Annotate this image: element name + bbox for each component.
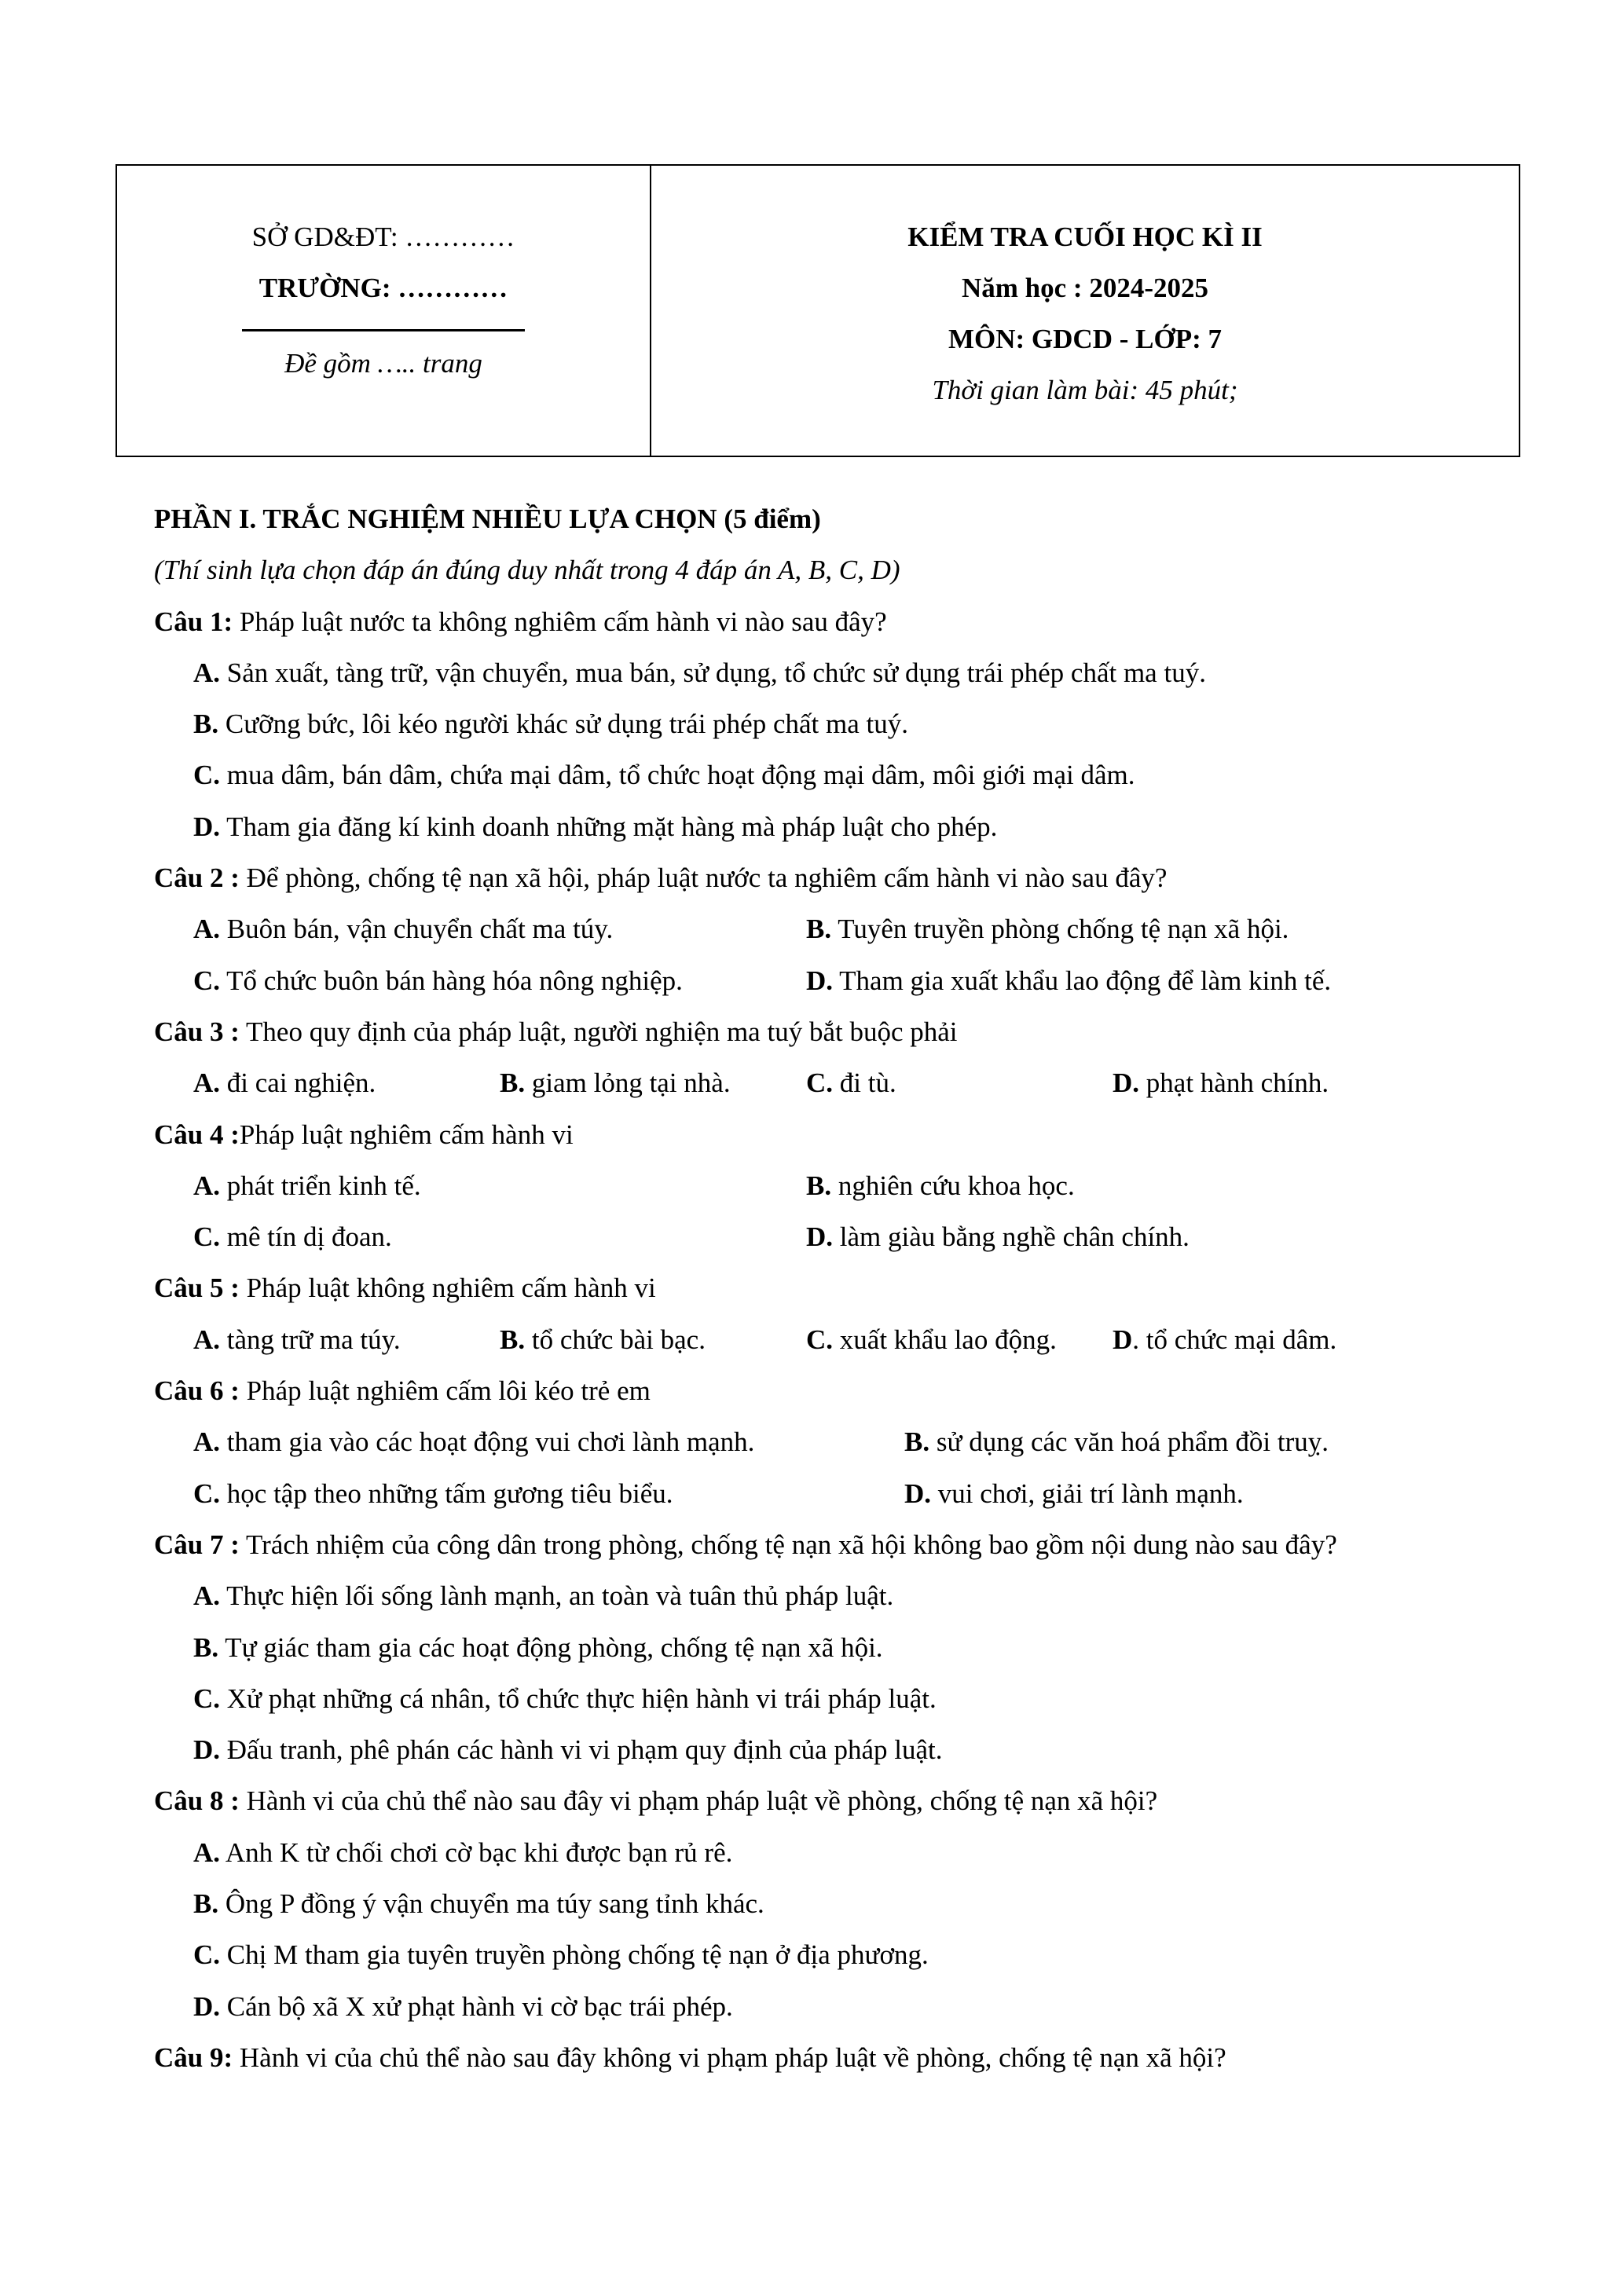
option-b [500,1067,806,1118]
option-text: Tự giác tham gia các hoạt động phòng, chống tệ nạn xã hội. [218,1631,883,1663]
question-5 [154,1272,1505,1323]
question-label: Câu 7 : [154,1529,240,1560]
option-label: B. [193,1631,219,1663]
option-label: B. [904,1426,930,1458]
option-text: tham gia vào các hoạt động vui chơi lành mạnh. [220,1426,755,1458]
question-6 [154,1375,1505,1426]
option-label: B. [193,1888,219,1920]
option-text: phát triển kinh tế. [220,1170,421,1201]
option-text: Xử phạt những cá nhân, tổ chức thực hiện hành vi trái pháp luật. [220,1683,937,1714]
option-c [193,1478,904,1529]
question-label: Câu 1: [154,606,233,637]
option-b [154,1631,1505,1683]
option-text: Đấu tranh, phê phán các hành vi vi phạm quy định của pháp luật. [220,1734,943,1766]
section-title: PHẦN I. TRẮC NGHIỆM NHIỀU LỰA CHỌN (5 điểm) [154,504,821,534]
page-count-line: Đề gồm ….. trang [284,348,482,379]
question-text: Theo quy định của pháp luật, người nghiện ma tuý bắt buộc phải [239,1016,958,1047]
question-text: Hành vi của chủ thể nào sau đây không vi phạm pháp luật về phòng, chống tệ nạn xã hội? [233,2041,1226,2073]
option-text: tàng trữ ma túy. [220,1324,401,1355]
question-label: Câu 8 : [154,1785,240,1817]
question-text: Pháp luật nghiêm cấm lôi kéo trẻ em [239,1375,651,1407]
option-row [154,965,1505,1016]
option-row [154,1426,1505,1477]
department-line: SỞ GD&ĐT: ………… [251,222,515,252]
school-line: TRƯỜNG: ………… [258,273,508,303]
question-text: Để phòng, chống tệ nạn xã hội, pháp luật nước ta nghiêm cấm hành vi nào sau đây? [239,862,1168,894]
option-label: D [1113,1324,1133,1355]
question-text: Pháp luật nước ta không nghiêm cấm hành vi nào sau đây? [233,606,887,637]
option-label: D. [904,1478,932,1509]
option-label: C. [806,1324,834,1355]
option-text: Thực hiện lối sống lành mạnh, an toàn và tuân thủ pháp luật. [220,1580,894,1612]
option-text: đi cai nghiện. [220,1067,376,1099]
option-label: D. [806,1221,834,1253]
option-label: D. [806,965,834,996]
question-text: Pháp luật nghiêm cấm hành vi [239,1119,574,1150]
option-a [154,1836,1505,1888]
option-label: B. [500,1067,526,1099]
option-text: Anh K từ chối chơi cờ bạc khi được bạn rủ rê. [220,1836,733,1868]
option-label: A. [193,1580,221,1612]
option-c [154,1939,1505,1990]
option-text: vui chơi, giải trí lành mạnh. [931,1478,1244,1509]
question-label: Câu 6 : [154,1375,240,1407]
header-left-cell [117,166,651,456]
option-c [806,1324,1113,1375]
option-row [154,1324,1505,1375]
option-d [154,1990,1505,2041]
option-text: xuất khẩu lao động. [833,1324,1057,1355]
option-label: C. [806,1067,834,1099]
option-label: D. [193,1990,221,2022]
option-a [154,657,1505,708]
exam-title: KIỂM TRA CUỐI HỌC KÌ II [907,222,1263,252]
subject-grade: MÔN: GDCD - LỚP: 7 [948,324,1222,354]
option-text: mua dâm, bán dâm, chứa mại dâm, tổ chức hoạt động mại dâm, môi giới mại dâm. [220,760,1135,791]
option-label: A. [193,1170,221,1201]
exam-content [154,503,1505,2093]
option-text: Ông P đồng ý vận chuyển ma túy sang tỉnh khác. [218,1888,764,1920]
option-c [193,965,806,1016]
question-text: Trách nhiệm của công dân trong phòng, chống tệ nạn xã hội không bao gồm nội dung nào sau đây? [239,1529,1337,1560]
option-label: C. [193,1683,221,1714]
option-label: D. [193,1734,221,1766]
school-year: Năm học : 2024-2025 [962,273,1208,303]
question-label: Câu 3 : [154,1016,240,1047]
option-row [154,1221,1505,1272]
option-label: D. [1113,1067,1140,1099]
option-label: C. [193,1939,221,1971]
question-text: Pháp luật không nghiêm cấm hành vi [239,1273,656,1304]
option-text: Cán bộ xã X xử phạt hành vi cờ bạc trái phép. [220,1990,733,2022]
question-7 [154,1529,1505,1580]
header-divider-rule [242,329,525,331]
option-text: . tổ chức mại dâm. [1132,1324,1337,1355]
option-d [154,811,1505,862]
question-label: Câu 5 : [154,1273,240,1304]
option-text: sử dụng các văn hoá phẩm đồi truỵ. [929,1426,1329,1458]
question-4 [154,1119,1505,1170]
option-text: nghiên cứu khoa học. [831,1170,1075,1201]
option-text: Tuyên truyền phòng chống tệ nạn xã hội. [831,914,1289,945]
option-label: A. [193,1426,221,1458]
option-d [154,1734,1505,1785]
header-right-cell [651,166,1519,456]
option-label: A. [193,1836,221,1868]
question-8 [154,1785,1505,1836]
option-a [154,1580,1505,1631]
option-text: Tham gia xuất khẩu lao động để làm kinh tế. [833,965,1332,996]
option-text: Chị M tham gia tuyên truyền phòng chống tệ nạn ở địa phương. [220,1939,929,1971]
option-row [154,913,1505,964]
option-row [154,1478,1505,1529]
question-label: Câu 2 : [154,862,240,894]
option-c [154,759,1505,810]
question-2 [154,862,1505,913]
option-label: A. [193,657,221,688]
option-d [806,965,1331,1016]
option-label: B. [806,914,832,945]
option-label: C. [193,760,221,791]
option-text: phạt hành chính. [1139,1067,1329,1099]
option-c [154,1683,1505,1734]
option-label: B. [500,1324,526,1355]
option-text: mê tín dị đoan. [220,1221,392,1253]
question-label: Câu 4 : [154,1119,240,1150]
option-label: B. [193,709,219,740]
option-text: giam lỏng tại nhà. [525,1067,731,1099]
option-c [193,1221,806,1272]
question-1 [154,606,1505,657]
option-a [193,913,806,964]
option-b [806,913,1289,964]
option-text: học tập theo những tấm gương tiêu biểu. [220,1478,673,1509]
option-text: Tổ chức buôn bán hàng hóa nông nghiệp. [220,965,683,996]
option-d [1113,1067,1329,1118]
option-text: Cưỡng bức, lôi kéo người khác sử dụng trái phép chất ma tuý. [218,709,908,740]
option-d [806,1221,1190,1272]
option-a [193,1170,806,1221]
option-label: A. [193,914,221,945]
option-c [806,1067,1113,1118]
option-label: D. [193,811,221,842]
option-b [500,1324,806,1375]
option-d [1113,1324,1336,1375]
question-label: Câu 9: [154,2041,233,2073]
option-label: B. [806,1170,832,1201]
option-label: A. [193,1324,221,1355]
exam-duration: Thời gian làm bài: 45 phút; [932,375,1238,405]
option-text: Buôn bán, vận chuyển chất ma túy. [220,914,614,945]
option-label: A. [193,1067,221,1099]
option-b [904,1426,1329,1477]
option-b [154,1888,1505,1939]
option-label: C. [193,1221,221,1253]
option-text: tổ chức bài bạc. [525,1324,706,1355]
section-instruction: (Thí sinh lựa chọn đáp án đúng duy nhất trong 4 đáp án A, B, C, D) [154,555,900,586]
option-a [193,1067,500,1118]
option-a [193,1324,500,1375]
exam-header-box [115,164,1520,457]
option-a [193,1426,904,1477]
option-text: Sản xuất, tàng trữ, vận chuyển, mua bán, sử dụng, tổ chức sử dụng trái phép chất ma tuý. [220,657,1206,688]
option-d [904,1478,1244,1529]
option-label: C. [193,965,221,996]
option-text: đi tù. [833,1067,896,1099]
option-row [154,1170,1505,1221]
option-row [154,1067,1505,1118]
option-text: làm giàu bằng nghề chân chính. [833,1221,1190,1253]
question-9 [154,2041,1505,2093]
option-b [806,1170,1075,1221]
option-b [154,708,1505,759]
question-3 [154,1016,1505,1067]
option-text: Tham gia đăng kí kinh doanh những mặt hàng mà pháp luật cho phép. [220,811,998,842]
question-text: Hành vi của chủ thể nào sau đây vi phạm pháp luật về phòng, chống tệ nạn xã hội? [239,1785,1158,1817]
option-label: C. [193,1478,221,1509]
